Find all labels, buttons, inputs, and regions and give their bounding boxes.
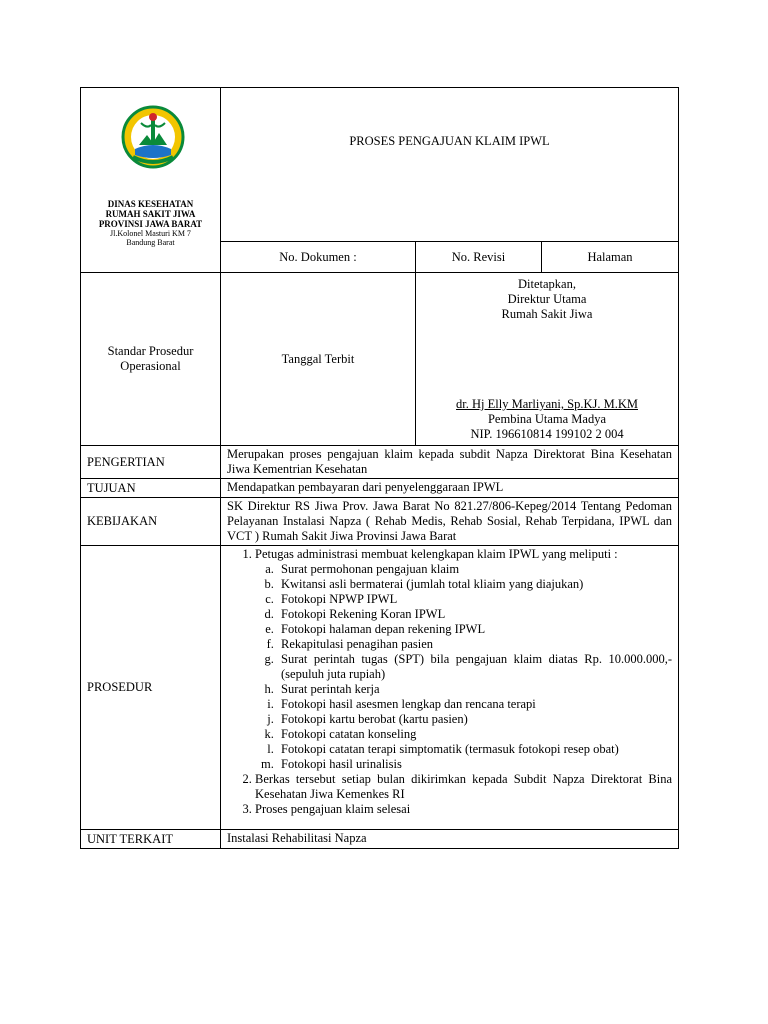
list-item: b. Kwitansi asli bermaterai (jumlah total kliaim yang diajukan)	[277, 577, 672, 592]
ditetapkan-cell: Ditetapkan, Direktur Utama Rumah Sakit Jiwa dr. Hj Elly Marliyani, Sp.KJ. M.KM Pembina Utama Madya NIP. 196610814 199102 2 004	[416, 273, 679, 446]
list-item: m. Fotokopi hasil urinalisis	[277, 757, 672, 772]
list-item: e. Fotokopi halaman depan rekening IPWL	[277, 622, 672, 637]
no-revisi-cell: No. Revisi	[416, 242, 542, 273]
no-dokumen-cell: No. Dokumen :	[221, 242, 416, 273]
unit-terkait-text: Instalasi Rehabilitasi Napza	[221, 830, 679, 849]
list-item: j. Fotokopi kartu berobat (kartu pasien)	[277, 712, 672, 727]
prosedur-step-2: 2. Berkas tersebut setiap bulan dikirimkan kepada Subdit Napza Direktorat Bina Kesehatan Jiwa Kemenkes RI	[255, 772, 672, 802]
kebijakan-text: SK Direktur RS Jiwa Prov. Jawa Barat No 821.27/806-Kepeg/2014 Tentang Pedoman Pelayanan Instalasi Napza ( Rehab Medis, Rehab Sosial, Rehab Terpidana, IPWL dan VCT ) Rumah Sakit Jiwa Provinsi Jawa Barat	[221, 498, 679, 546]
list-item: g. Surat perintah tugas (SPT) bila pengajuan klaim diatas Rp. 10.000.000,- (sepuluh juta rupiah)	[277, 652, 672, 682]
unit-terkait-label: UNIT TERKAIT	[81, 830, 221, 849]
prosedur-label: PROSEDUR	[81, 546, 221, 830]
institution-address: Jl.Kolonel Masturi KM 7 Bandung Barat	[110, 229, 191, 247]
list-item: l. Fotokopi catatan terapi simptomatik (termasuk fotokopi resep obat)	[277, 742, 672, 757]
list-item: h. Surat perintah kerja	[277, 682, 672, 697]
prosedur-step-3: 3. Proses pengajuan klaim selesai	[255, 802, 672, 817]
list-item: i. Fotokopi hasil asesmen lengkap dan rencana terapi	[277, 697, 672, 712]
institution-header	[81, 88, 221, 273]
tanggal-terbit-cell: Tanggal Terbit	[221, 273, 416, 446]
tujuan-label: TUJUAN	[81, 479, 221, 498]
list-item: d. Fotokopi Rekening Koran IPWL	[277, 607, 672, 622]
prosedur-substeps	[255, 562, 672, 772]
list-item: k. Fotokopi catatan konseling	[277, 727, 672, 742]
tujuan-text: Mendapatkan pembayaran dari penyelenggaraan IPWL	[221, 479, 679, 498]
pengertian-text: Merupakan proses pengajuan klaim kepada subdit Napza Direktorat Bina Kesehatan Jiwa Kementrian Kesehatan	[221, 446, 679, 479]
signatory-nip: NIP. 196610814 199102 2 004	[470, 427, 624, 441]
west-java-emblem-icon	[121, 105, 185, 169]
kebijakan-label: KEBIJAKAN	[81, 498, 221, 546]
prosedur-steps	[227, 547, 672, 817]
institution-name: DINAS KESEHATAN RUMAH SAKIT JIWA PROVINSI JAWA BARAT	[98, 199, 203, 229]
signatory-name: dr. Hj Elly Marliyani, Sp.KJ. M.KM	[456, 397, 638, 411]
sop-label-cell: Standar Prosedur Operasional	[81, 273, 221, 446]
prosedur-content	[221, 546, 679, 830]
sop-document-table	[80, 87, 679, 849]
pengertian-label: PENGERTIAN	[81, 446, 221, 479]
list-item: f. Rekapitulasi penagihan pasien	[277, 637, 672, 652]
document-title-cell	[221, 88, 679, 242]
list-item: c. Fotokopi NPWP IPWL	[277, 592, 672, 607]
halaman-cell: Halaman	[542, 242, 679, 273]
prosedur-step-1: 1. Petugas administrasi membuat kelengkapan klaim IPWL yang meliputi : a. Surat permohonan pengajuan klaim b. Kwitansi asli bermaterai (jumlah total kliaim yang diajukan) c. Fotokopi NPWP IPWL d. Fotokopi Rekening Koran IPWL e. Fotokopi halaman depan rekening IPWL f. Rekapitulasi penagihan pasien g. Surat perintah tugas (SPT) bila pengajuan klaim diatas Rp. 10.000.000,- (sepuluh juta rupiah) h. Surat perintah kerja i. Fotokopi hasil asesmen lengkap dan rencana terapi j. Fotokopi kartu berobat (kartu pasien) k. Fotokopi catatan konseling l. Fotokopi catatan terapi simptomatik (termasuk fotokopi resep obat) m. Fotokopi hasil urinalisis	[255, 547, 672, 772]
list-item: a. Surat permohonan pengajuan klaim	[277, 562, 672, 577]
signatory-rank: Pembina Utama Madya	[487, 412, 607, 426]
document-title: PROSES PENGAJUAN KLAIM IPWL	[349, 134, 550, 148]
